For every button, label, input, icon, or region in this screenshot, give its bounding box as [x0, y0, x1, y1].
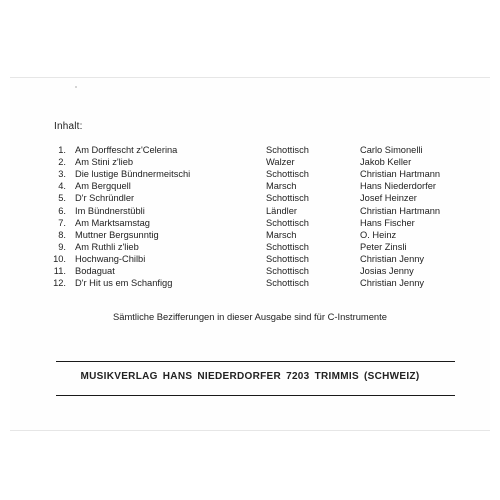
entry-composer: Carlo Simonelli: [360, 145, 423, 155]
contents-row: [0, 144, 500, 156]
entry-composer: Christian Jenny: [360, 278, 425, 289]
entry-title: Muttner Bergsunntig: [75, 229, 159, 240]
entry-composer: Christian Hartmann: [360, 169, 441, 180]
entry-title: Am Marktsamstag: [75, 217, 150, 228]
entry-dance-type: Schottisch: [266, 266, 309, 276]
entry-dance-type: Schottisch: [266, 217, 309, 228]
entry-title: D'r Schründler: [75, 193, 135, 204]
publisher-rule-top: [56, 361, 455, 362]
entry-title: Hochwang-Chilbi: [75, 253, 146, 264]
entry-dance-type: Schottisch: [266, 145, 309, 155]
contents-row: [0, 277, 500, 289]
entry-title: Die lustige Bündnermeitschi: [75, 169, 191, 180]
paper-speck: [75, 86, 77, 88]
entry-composer: Peter Zinsli: [360, 241, 407, 252]
entry-dance-type: Schottisch: [266, 169, 309, 180]
entry-composer: Christian Jenny: [360, 253, 425, 264]
entry-dance-type: Marsch: [266, 181, 297, 192]
contents-row: [0, 229, 500, 241]
entry-title: Am Bergquell: [75, 181, 131, 192]
entry-composer: Josef Heinzer: [360, 193, 417, 204]
entry-number: 7.: [58, 217, 66, 228]
contents-row: [0, 192, 500, 204]
entry-dance-type: Schottisch: [266, 241, 309, 252]
entry-number: 6.: [58, 205, 66, 216]
contents-row: [0, 156, 500, 168]
entry-number: 4.: [58, 181, 66, 192]
entry-composer: O. Heinz: [360, 229, 397, 240]
entry-number: 5.: [58, 193, 66, 204]
entry-number: 9.: [58, 241, 66, 252]
contents-row: [0, 265, 500, 277]
entry-dance-type: Walzer: [266, 157, 295, 168]
entry-title: Am Stini z'lieb: [75, 157, 134, 168]
entry-dance-type: Schottisch: [266, 278, 309, 289]
entry-dance-type: Ländler: [266, 205, 298, 216]
entry-title: Im Bündnerstübli: [75, 205, 145, 216]
entry-number: 11.: [53, 266, 66, 276]
contents-row: [0, 180, 500, 192]
entry-number: 12.: [53, 278, 66, 289]
contents-row: [0, 241, 500, 253]
entry-dance-type: Schottisch: [266, 253, 309, 264]
entry-composer: Hans Niederdorfer: [360, 181, 436, 192]
entry-number: 1.: [58, 145, 66, 155]
entry-number: 3.: [58, 169, 66, 180]
entry-title: Bodaguat: [75, 266, 115, 276]
entry-number: 10.: [53, 253, 66, 264]
contents-row: [0, 253, 500, 265]
entry-title: Am Dorffescht z'Celerina: [75, 145, 178, 155]
entry-dance-type: Schottisch: [266, 193, 309, 204]
edition-note: Sämtliche Bezifferungen in dieser Ausgabe sind für C-Instrumente: [113, 311, 387, 322]
publisher-rule-bottom: [56, 395, 455, 396]
contents-heading: Inhalt:: [54, 121, 83, 132]
entry-dance-type: Marsch: [266, 229, 297, 240]
entry-title: D'r Hit us em Schanfigg: [75, 278, 173, 289]
contents-row: [0, 217, 500, 229]
entry-composer: Josias Jenny: [360, 266, 414, 276]
entry-composer: Jakob Keller: [360, 157, 412, 168]
entry-composer: Hans Fischer: [360, 217, 415, 228]
entry-title: Am Ruthli z'lieb: [75, 241, 139, 252]
entry-composer: Christian Hartmann: [360, 205, 441, 216]
entry-number: 8.: [58, 229, 66, 240]
contents-row: [0, 168, 500, 180]
entry-number: 2.: [58, 157, 66, 168]
contents-row: [0, 205, 500, 217]
publisher-line: MUSIKVERLAG HANS NIEDERDORFER 7203 TRIMMIS (SCHWEIZ): [80, 371, 420, 382]
